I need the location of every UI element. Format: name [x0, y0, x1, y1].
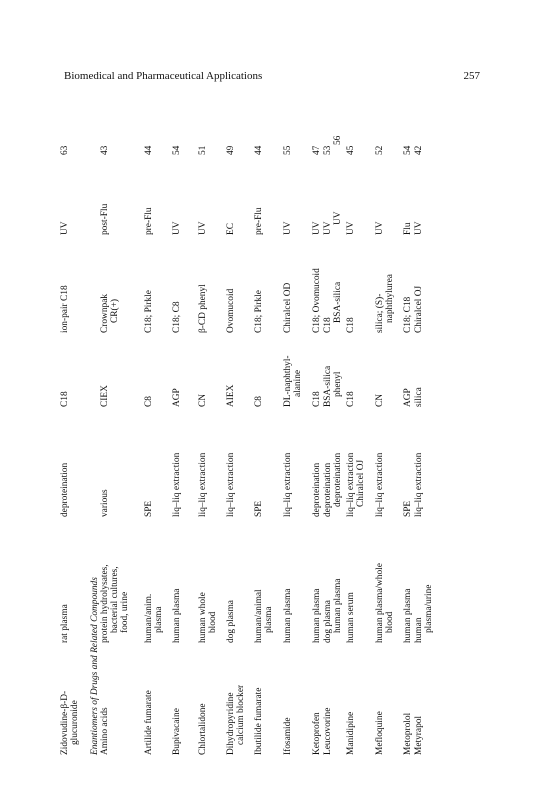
sample-prep-cell: deproteination deproteination [323, 452, 344, 517]
detection-cell: pre-Flu [254, 207, 264, 235]
sample-prep-cell: SPE [254, 500, 264, 517]
chiral-column-cell: C18 BSA-silica [323, 281, 344, 333]
matrix-cell: human/animal plasma [254, 589, 275, 643]
matrix-cell: dog plasma [226, 600, 236, 643]
reference-cell: 49 [226, 145, 236, 155]
compound-cell: Leucovorine [323, 707, 333, 755]
matrix-cell: human plasma/urine [414, 584, 435, 643]
matrix-cell: human plasma [403, 588, 413, 643]
column-cell: C18 [312, 391, 322, 407]
chiral-column-cell: C18; Pirkle [144, 290, 154, 333]
column-cell: DL-naphthyl- alanine [283, 355, 304, 407]
compound-cell: Manidipine [346, 711, 356, 755]
column-cell: silica [414, 387, 424, 407]
table-row [414, 115, 454, 755]
chiral-column-cell: Crownpak CR(+) [100, 293, 121, 333]
sample-prep-cell: liq–liq extraction [414, 452, 424, 517]
sample-prep-cell: liq–liq extraction [198, 452, 208, 517]
sample-prep-cell: liq–liq extraction [375, 452, 385, 517]
detection-cell: UV [312, 221, 322, 235]
column-cell: CN [375, 393, 385, 407]
reference-cell: 45 [346, 145, 356, 155]
reference-cell: 52 [375, 145, 385, 155]
chiral-column-cell: Ovomucoid [226, 288, 236, 333]
compound-cell: Amino acids [100, 707, 110, 755]
compound-cell: Metyrapol [414, 715, 424, 755]
column-cell: BSA-silica phenyl [323, 365, 344, 407]
sample-prep-cell: liq–liq extraction [226, 452, 236, 517]
column-cell: CN [198, 393, 208, 407]
reference-cell: 54 [403, 145, 413, 155]
reference-cell: 43 [100, 145, 110, 155]
chiral-column-cell: C18; Pirkle [254, 290, 264, 333]
reference-cell: 55 [283, 145, 293, 155]
detection-cell: UV [172, 221, 182, 235]
detection-cell: Flu [403, 222, 413, 235]
detection-cell: UV [198, 221, 208, 235]
reference-cell: 44 [254, 145, 264, 155]
page-number: 257 [463, 70, 480, 82]
chiral-column-cell: C18; Ovomucoid [312, 268, 322, 333]
compound-cell: Metoprolol [403, 712, 413, 755]
rotated-data-table [60, 115, 480, 755]
reference-cell: 53 56 [323, 135, 344, 155]
column-cell: C8 [254, 396, 264, 407]
matrix-cell: human plasma/whole blood [375, 563, 396, 643]
detection-cell: post-Flu [100, 203, 110, 235]
table-row [100, 115, 140, 755]
matrix-cell: human plasma [172, 588, 182, 643]
matrix-cell: rat plasma [60, 604, 70, 643]
column-cell: AIEX [226, 384, 236, 407]
page-header [64, 70, 480, 84]
detection-cell: UV [346, 221, 356, 235]
column-cell: AGP [172, 388, 182, 407]
chiral-column-cell: C18 [346, 317, 356, 333]
detection-cell: UV [375, 221, 385, 235]
reference-cell: 51 [198, 145, 208, 155]
detection-cell: UV [414, 221, 424, 235]
compound-cell: Chlortalidone [198, 703, 208, 755]
sample-prep-cell: liq–liq extraction [283, 452, 293, 517]
section-heading: Enantiomers of Drugs and Related Compounds [90, 577, 100, 755]
column-cell: C8 [144, 396, 154, 407]
compound-cell: Ibutilide fumarate [254, 687, 264, 755]
compound-cell: Ketoprofen [312, 712, 322, 755]
reference-cell: 44 [144, 145, 154, 155]
sample-prep-cell: liq–liq extraction [172, 452, 182, 517]
detection-cell: UV [60, 221, 70, 235]
reference-cell: 63 [60, 145, 70, 155]
chiral-column-cell: β-CD phenyl [198, 284, 208, 333]
chiral-column-cell: ion-pair C18 [60, 285, 70, 333]
compound-cell: Zidovudine-β-D- glucuronide [60, 690, 81, 755]
reference-cell: 54 [172, 145, 182, 155]
chiral-column-cell: C18; C18 [403, 296, 413, 333]
chiral-column-cell: silica; (S)- naphthylurea [375, 274, 396, 333]
sample-prep-cell: various [100, 489, 110, 517]
sample-prep-cell: SPE [403, 500, 413, 517]
compound-cell: Bupivacaine [172, 708, 182, 755]
detection-cell: pre-Flu [144, 207, 154, 235]
reference-cell: 47 [312, 145, 322, 155]
compound-cell: Ifosamide [283, 717, 293, 755]
sample-prep-cell: deproteination [312, 462, 322, 517]
chiral-column-cell: Chiralcel OJ [414, 285, 424, 333]
matrix-cell: dog plasma human plasma [323, 578, 344, 643]
sample-prep-cell: liq–liq extraction Chiralcel OJ [346, 452, 367, 517]
chiral-column-cell: C18; C8 [172, 301, 182, 333]
sample-prep-cell: deproteination [60, 462, 70, 517]
compound-cell: Artilide fumarate [144, 690, 154, 755]
reference-cell: 42 [414, 145, 424, 155]
running-title: Biomedical and Pharmaceutical Applications [64, 70, 263, 82]
matrix-cell: human whole blood [198, 592, 219, 643]
matrix-cell: human/anim. plasma [144, 593, 165, 643]
chiral-column-cell: Chiralcel OD [283, 282, 293, 333]
column-cell: C18 [60, 391, 70, 407]
compound-cell: Mefloquine [375, 711, 385, 755]
compound-cell: Dihydropyridine calcium blocker [226, 684, 247, 755]
column-cell: AGP [403, 388, 413, 407]
sample-prep-cell: SPE [144, 500, 154, 517]
detection-cell: UV [283, 221, 293, 235]
column-cell: CIEX [100, 385, 110, 407]
detection-cell: UV UV [323, 211, 344, 235]
matrix-cell: human serum [346, 592, 356, 643]
matrix-cell: protein hydrolysates, bacterial cultures, food, urine [100, 564, 131, 643]
matrix-cell: human plasma [312, 588, 322, 643]
detection-cell: EC [226, 223, 236, 235]
matrix-cell: human plasma [283, 588, 293, 643]
column-cell: C18 [346, 391, 356, 407]
